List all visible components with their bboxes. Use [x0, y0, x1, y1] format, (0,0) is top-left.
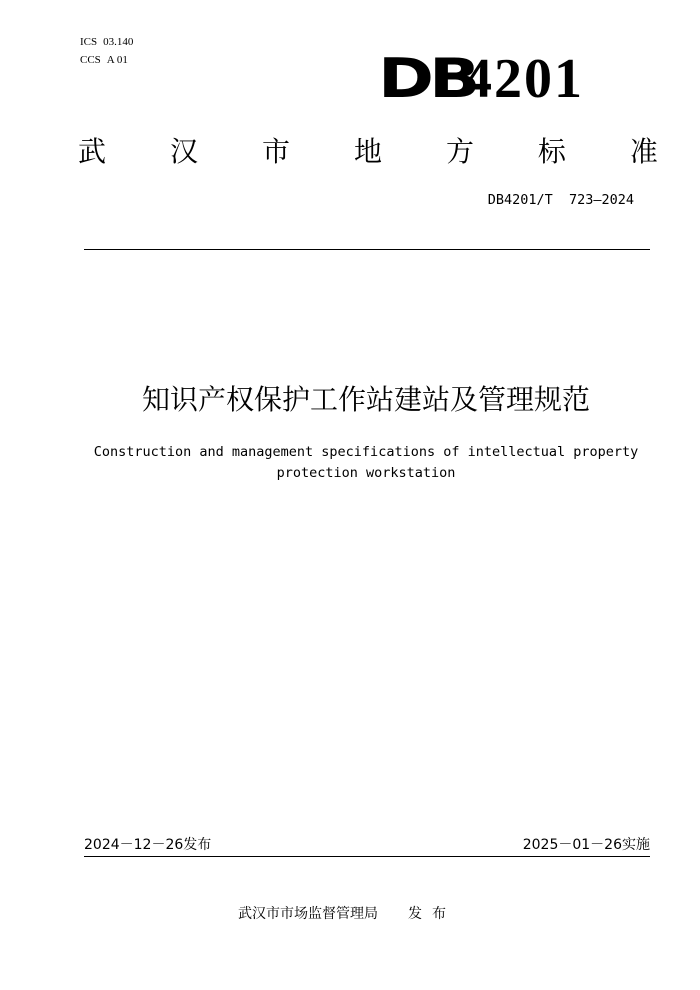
category-char: 市: [261, 135, 290, 168]
category-char: 标: [537, 135, 566, 168]
title-en-line: protection workstation: [276, 465, 456, 481]
implementation-date: 2025－01－26实施: [522, 837, 650, 853]
standard-category: [78, 132, 658, 172]
ics-code: 03.140: [103, 36, 134, 48]
header-divider: [84, 249, 650, 250]
ccs-label: CCS: [80, 54, 101, 66]
standard-number: DB4201/T 723—2024: [487, 192, 634, 208]
ccs-code: A 01: [106, 54, 128, 66]
ics-line: [80, 33, 139, 51]
db-logo: [378, 46, 610, 110]
ccs-line: [80, 51, 139, 69]
issue-date: 2024－12－26发布: [84, 837, 212, 853]
db-logo-number: 4201: [464, 48, 584, 110]
category-char: 准: [629, 135, 658, 168]
footer-divider: [84, 856, 650, 857]
document-title-en: [80, 442, 652, 484]
issuer: [238, 904, 456, 924]
db-logo-letters: DB: [378, 47, 476, 110]
category-char: 武: [78, 135, 107, 168]
category-char: 汉: [169, 135, 198, 168]
category-char: 方: [445, 135, 474, 168]
ics-label: ICS: [80, 36, 98, 48]
issuer-name: 武汉市市场监督管理局: [238, 906, 378, 922]
title-en-line: Construction and management specifications of intellectual property: [93, 444, 639, 460]
document-title-cn: 知识产权保护工作站建站及管理规范: [141, 383, 590, 416]
category-char: 地: [353, 135, 382, 168]
classification-codes: [80, 33, 139, 69]
issuer-action: 发布: [408, 906, 456, 922]
